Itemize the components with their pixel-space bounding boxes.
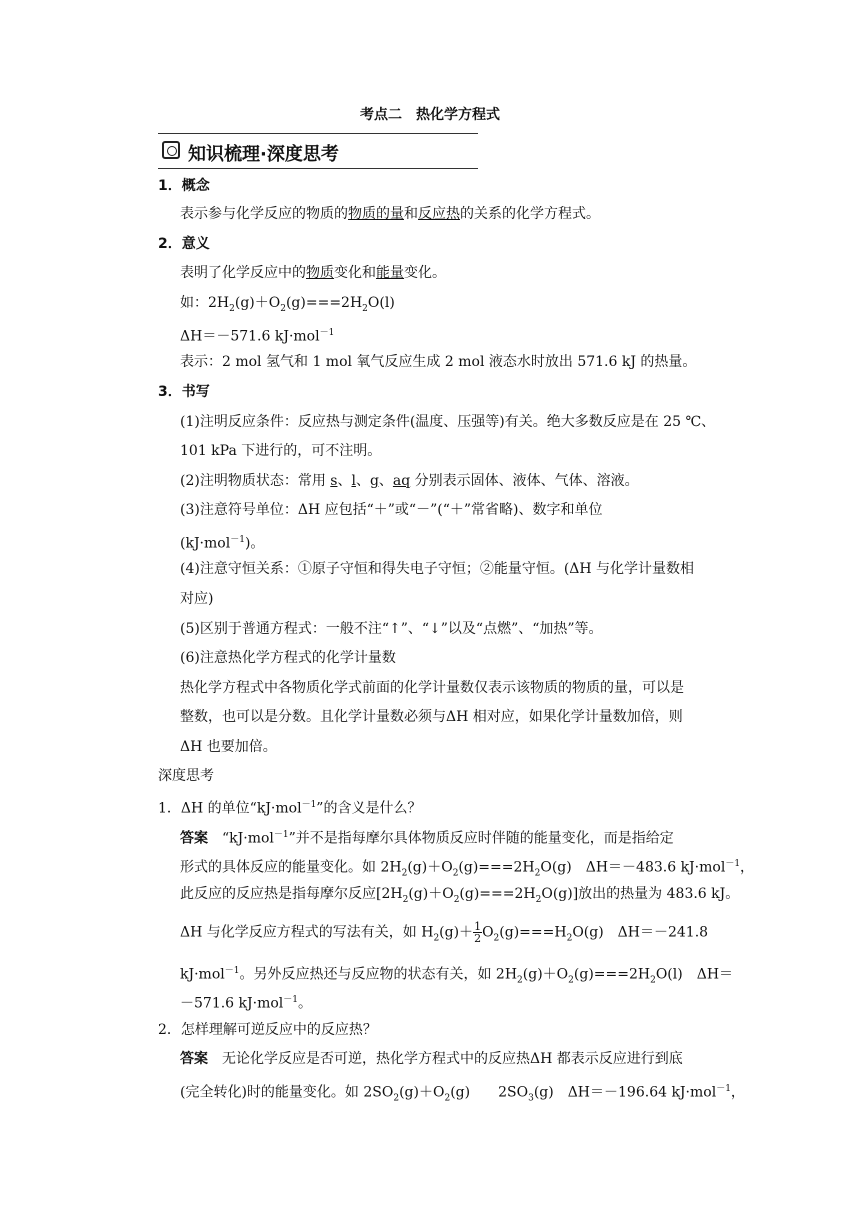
text-segment: “kJ·mol <box>208 830 274 847</box>
text-segment: $\frac{1}{2}$ <box>474 920 482 945</box>
text-line <box>180 589 213 609</box>
text-segment: g <box>369 473 379 489</box>
text-segment: 2 <box>452 868 459 879</box>
text-line <box>158 1020 377 1040</box>
text-segment: 形式的具体反应的能量变化。如 2H <box>180 859 402 876</box>
text-segment: l <box>351 473 356 489</box>
text-segment: (g)===2H <box>285 295 363 311</box>
text-segment: (完全转化)时的能量变化。如 2SO <box>180 1084 394 1101</box>
text-segment: 2 <box>453 894 460 905</box>
text-line <box>180 323 334 347</box>
text-segment: 2 <box>568 975 574 986</box>
text-segment: －1 <box>230 535 245 545</box>
page-title: 考点二 热化学方程式 <box>360 107 500 123</box>
text-segment: (g)===H <box>499 924 567 941</box>
text-line <box>180 1079 745 1108</box>
text-segment: (3)注意符号单位：ΔH 应包括“＋”或“－”(“＋”常省略)、数字和单位 <box>180 502 603 518</box>
text-line <box>180 559 694 579</box>
text-segment: 反应热 <box>418 206 460 222</box>
text-line <box>180 500 602 520</box>
text-line <box>180 678 684 698</box>
text-segment: (g)＋O <box>408 886 454 902</box>
text-line <box>158 795 421 819</box>
text-segment: 2 <box>534 868 541 879</box>
text-segment: －1 <box>319 328 335 338</box>
text-segment: 表示参与化学反应的物质的 <box>180 206 348 222</box>
text-segment: 2 <box>402 894 409 905</box>
text-segment: (g)＋O <box>522 966 569 983</box>
text-segment: (g)＋O <box>407 859 453 876</box>
text-line <box>158 176 210 196</box>
text-segment: 意义 <box>181 236 210 252</box>
text-segment: 概念 <box>181 178 210 194</box>
text-segment: )。 <box>244 535 265 552</box>
text-segment: 整数，也可以是分数。且化学计量数必须与ΔH 相对应，如果化学计量数加倍，则 <box>180 709 683 725</box>
text-line <box>180 619 603 639</box>
text-segment: ”并不是指每摩尔具体物质反应时伴随的能量变化，而是指给定 <box>288 830 674 847</box>
text-segment: O(g) ΔH＝－241.8 <box>572 924 709 941</box>
text-segment: 此反应的反应热是指每摩尔反应[2H <box>180 886 403 902</box>
text-segment: 2 <box>229 303 235 314</box>
text-segment: 、 <box>378 473 393 489</box>
text-segment: 2 <box>517 975 523 986</box>
text-segment: O(l) <box>367 295 395 311</box>
text-line <box>180 352 696 372</box>
text-segment: 、 <box>355 473 370 489</box>
text-segment: ”的含义是什么？ <box>316 800 422 817</box>
text-line <box>180 961 733 990</box>
text-segment: 书写 <box>181 384 210 400</box>
text-segment: (g)===2H <box>459 886 536 902</box>
text-line <box>180 204 600 224</box>
text-segment: 、 <box>337 473 352 489</box>
text-segment: 1． <box>158 178 182 194</box>
text-segment: (1)注明反应条件：反应热与测定条件(温度、压强等)有关。绝大多数反应是在 25 ℃、 <box>180 414 716 430</box>
text-segment: (g)===2H <box>458 859 535 876</box>
text-segment: (g) 2SO <box>450 1084 529 1101</box>
text-segment: (g)＋ <box>439 924 474 941</box>
text-segment: ΔH＝－571.6 kJ·mol <box>180 328 320 345</box>
text-line <box>158 766 214 786</box>
text-segment: (g)＋O <box>234 295 281 311</box>
text-segment: 变化和 <box>334 265 376 281</box>
text-segment: －1 <box>716 1084 731 1094</box>
text-segment: 2．怎样理解可逆反应中的反应热？ <box>158 1022 377 1038</box>
text-segment: 2 <box>535 894 542 905</box>
text-segment: 对应) <box>180 591 214 607</box>
text-segment: (g)＋O <box>399 1084 445 1101</box>
section-header-text: 知识梳理·深度思考 <box>188 144 339 165</box>
text-segment: kJ·mol <box>180 966 225 983</box>
text-segment: 2 <box>493 933 500 944</box>
text-segment: (5)区别于普通方程式：一般不注“↑”、“↓”以及“点燃”、“加热”等。 <box>180 621 603 637</box>
text-segment: 如：2H <box>180 295 230 311</box>
text-segment: 表明了化学反应中的 <box>180 265 306 281</box>
text-segment: (kJ·mol <box>180 535 231 552</box>
text-segment: 和 <box>404 206 418 222</box>
text-segment: ， <box>740 859 755 876</box>
text-segment: (2)注明物质状态：常用 <box>180 473 331 489</box>
text-segment: aq <box>392 473 411 489</box>
text-line <box>180 990 312 1014</box>
text-segment: 2 <box>566 933 573 944</box>
text-line <box>180 471 639 491</box>
text-segment: －1 <box>283 995 298 1005</box>
text-segment: 分别表示固体、液体、气体、溶液。 <box>410 473 639 489</box>
text-segment: 2． <box>158 236 182 252</box>
text-segment: 物质的量 <box>348 206 404 222</box>
text-segment: 3． <box>158 384 182 400</box>
text-segment: 的关系的化学方程式。 <box>460 206 600 222</box>
text-segment: 深度思考 <box>158 768 214 784</box>
text-segment: 2 <box>401 868 408 879</box>
text-segment: 1．ΔH 的单位“kJ·mol <box>158 800 302 817</box>
text-line <box>180 648 396 668</box>
text-segment: 能量 <box>376 265 404 281</box>
text-segment: 101 kPa 下进行的，可不注明。 <box>180 443 382 459</box>
text-line <box>180 530 264 554</box>
text-line <box>180 1049 683 1069</box>
text-segment: (4)注意守恒关系：①原子守恒和得失电子守恒；②能量守恒。(ΔH 与化学计量数相 <box>180 561 695 577</box>
text-line <box>180 412 715 432</box>
text-segment: ， <box>730 1084 745 1101</box>
text-segment: －1 <box>224 966 240 976</box>
text-line <box>180 825 674 849</box>
text-line <box>180 884 739 910</box>
text-segment: ΔH 也要加倍。 <box>180 739 277 755</box>
text-segment: 2 <box>393 1093 400 1104</box>
text-segment: －571.6 kJ·mol <box>180 995 284 1012</box>
text-line <box>180 293 395 319</box>
section-header <box>158 133 478 169</box>
text-line <box>180 263 446 283</box>
text-segment: 。另外反应热还与反应物的状态有关，如 2H <box>239 966 518 983</box>
text-line <box>180 737 277 757</box>
text-segment: －1 <box>301 800 317 810</box>
text-line <box>180 441 381 461</box>
text-segment: 2 <box>650 975 656 986</box>
text-segment: O(l) ΔH＝ <box>655 966 734 983</box>
text-segment: －1 <box>725 859 741 869</box>
text-segment: (g) ΔH＝－196.64 kJ·mol <box>533 1084 717 1101</box>
text-segment: s <box>330 473 338 489</box>
text-segment: 2 <box>280 303 286 314</box>
text-line <box>180 707 683 727</box>
text-segment: 2 <box>433 933 440 944</box>
text-segment: 2 <box>362 303 368 314</box>
text-segment: 3 <box>528 1093 534 1104</box>
text-segment: 物质 <box>306 265 334 281</box>
text-segment: O(g)]放出的热量为 483.6 kJ。 <box>541 886 740 902</box>
text-line <box>158 382 210 402</box>
text-segment: 变化。 <box>404 265 446 281</box>
text-line <box>158 234 210 254</box>
text-line <box>180 921 708 948</box>
text-segment: (6)注意热化学方程式的化学计量数 <box>180 650 396 666</box>
clock-icon <box>162 141 180 159</box>
text-segment: 2 <box>444 1093 451 1104</box>
text-segment: 答案 <box>180 830 208 847</box>
text-segment: O(g) ΔH＝－483.6 kJ·mol <box>540 859 726 876</box>
text-line <box>180 854 754 883</box>
text-segment: (g)===2H <box>573 966 651 983</box>
text-segment: 。 <box>298 995 312 1012</box>
text-segment: 答案 <box>180 1051 208 1067</box>
text-segment: ΔH 与化学反应方程式的写法有关，如 H <box>180 924 434 941</box>
text-segment: 无论化学反应是否可逆，热化学方程式中的反应热ΔH 都表示反应进行到底 <box>208 1051 683 1067</box>
text-segment: O <box>482 924 494 941</box>
text-segment: 热化学方程式中各物质化学式前面的化学计量数仅表示该物质的物质的量，可以是 <box>180 680 684 696</box>
text-segment: －1 <box>273 830 289 840</box>
text-segment: 表示：2 mol 氢气和 1 mol 氧气反应生成 2 mol 液态水时放出 571.6 kJ 的热量。 <box>180 354 697 370</box>
